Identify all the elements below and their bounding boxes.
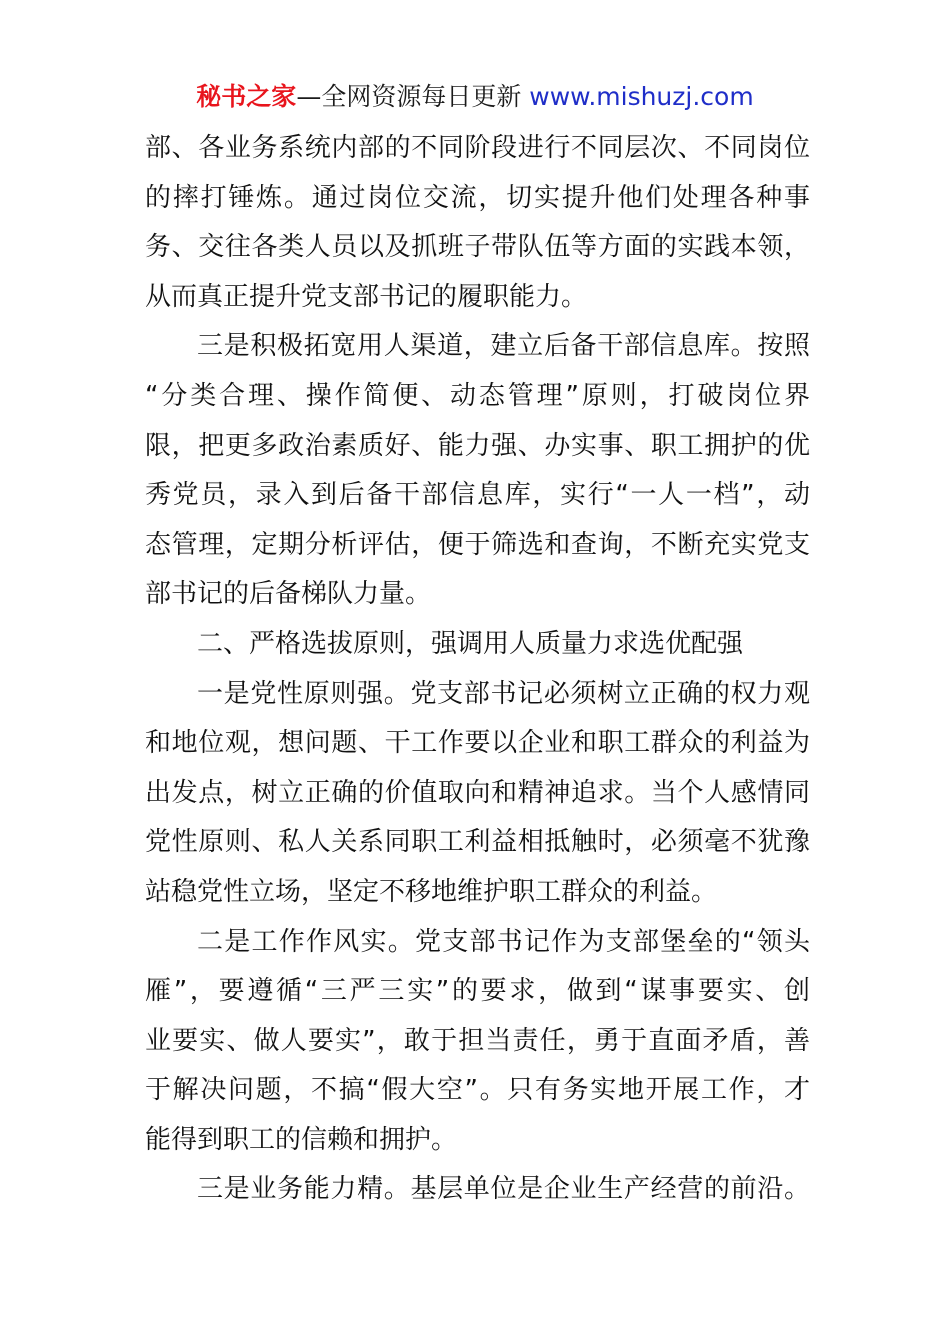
site-url-link[interactable]: www.mishuzj.com bbox=[521, 82, 754, 111]
document-body bbox=[145, 124, 810, 1215]
section-heading: 二、严格选拔原则，强调用人质量力求选优配强 bbox=[197, 628, 744, 659]
text-line: 三是业务能力精。基层单位是企业生产经营的前沿。 bbox=[197, 1174, 810, 1205]
text-line: 和地位观，想问题、干工作要以企业和职工群众的利益为 bbox=[145, 728, 810, 759]
brand-name: 秘书之家 bbox=[196, 82, 297, 111]
text-line: 的摔打锤炼。通过岗位交流，切实提升他们处理各种事 bbox=[145, 182, 810, 213]
text-line: 态管理，定期分析评估，便于筛选和查询，不断充实党支 bbox=[145, 529, 810, 560]
text-line: 二是工作作风实。党支部书记作为支部堡垒的“领头 bbox=[197, 926, 810, 957]
text-line: 雁”，要遵循“三严三实”的要求，做到“谋事要实、创 bbox=[145, 976, 810, 1007]
text-line: 一是党性原则强。党支部书记必须树立正确的权力观 bbox=[197, 678, 810, 709]
text-line: 从而真正提升党支部书记的履职能力。 bbox=[145, 281, 588, 312]
text-line: 秀党员，录入到后备干部信息库，实行“一人一档”，动 bbox=[145, 480, 810, 511]
text-line: 务、交往各类人员以及抓班子带队伍等方面的实践本领， bbox=[145, 232, 810, 263]
text-line: “分类合理、操作简便、动态管理”原则，打破岗位界 bbox=[145, 380, 810, 411]
text-line: 限，把更多政治素质好、能力强、办实事、职工拥护的优 bbox=[145, 430, 810, 461]
text-line: 能得到职工的信赖和拥护。 bbox=[145, 1124, 458, 1155]
text-line: 业要实、做人要实”，敢于担当责任，勇于直面矛盾，善 bbox=[145, 1025, 810, 1056]
text-line: 党性原则、私人关系同职工利益相抵触时，必须毫不犹豫 bbox=[145, 827, 810, 858]
text-line: 于解决问题，不搞“假大空”。只有务实地开展工作，才 bbox=[145, 1075, 810, 1106]
text-line: 出发点，树立正确的价值取向和精神追求。当个人感情同 bbox=[145, 777, 810, 808]
text-line: 部、各业务系统内部的不同阶段进行不同层次、不同岗位 bbox=[145, 133, 810, 163]
header-tagline: —全网资源每日更新 bbox=[296, 82, 522, 111]
text-line: 部书记的后备梯队力量。 bbox=[145, 579, 432, 610]
text-line: 三是积极拓宽用人渠道，建立后备干部信息库。按照 bbox=[197, 331, 810, 362]
page-header bbox=[0, 80, 950, 114]
text-line: 站稳党性立场，坚定不移地维护职工群众的利益。 bbox=[145, 876, 718, 907]
